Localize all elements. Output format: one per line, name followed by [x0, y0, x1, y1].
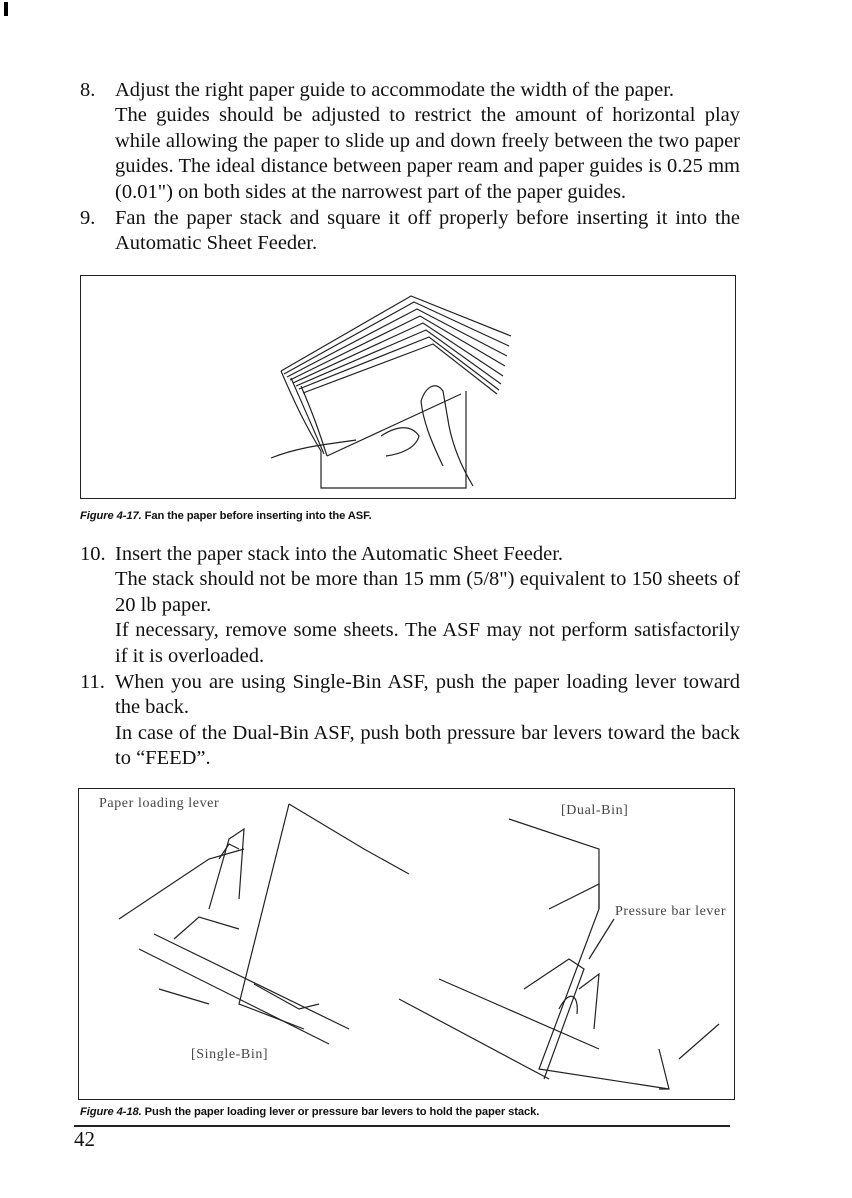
figure-4-17-caption: [80, 510, 372, 522]
step-number: 9.: [80, 207, 96, 229]
fanned-paper-illustration: [81, 276, 735, 498]
step-text: If necessary, remove some sheets. The ASF may not perform satisfactorily if it is overloaded.: [115, 619, 740, 667]
step-text: The guides should be adjusted to restrict the amount of horizontal play while allowing the paper to slide up and down freely between the two paper guides. The ideal distance between paper ream and paper guides is 0.25 mm (0.01") on both sides at the narrowest part of the paper guides.: [115, 104, 740, 203]
figure-caption-text: Push the paper loading lever or pressure bar levers to hold the paper stack.: [144, 1106, 540, 1118]
step-9: [80, 206, 740, 257]
step-10: [80, 542, 740, 669]
figure-4-18-caption: [80, 1106, 539, 1118]
single-bin-label: [Single-Bin]: [191, 1047, 269, 1062]
step-text: Fan the paper stack and square it off properly before inserting it into the Automatic Sheet Feeder.: [115, 207, 740, 255]
step-text: When you are using Single-Bin ASF, push the paper loading lever toward the back.: [115, 671, 740, 719]
figure-4-18: [78, 788, 735, 1100]
step-text: Insert the paper stack into the Automatic Sheet Feeder.: [115, 543, 564, 565]
pressure-bar-lever-label: Pressure bar lever: [615, 904, 727, 919]
scan-edge-mark: [4, 2, 8, 16]
dual-bin-label: [Dual-Bin]: [561, 803, 629, 818]
step-text: The stack should not be more than 15 mm (5/8") equivalent to 150 sheets of 20 lb paper.: [115, 568, 740, 616]
figure-number: Figure 4-17.: [80, 510, 142, 522]
step-number: 8.: [80, 79, 96, 101]
asf-lever-illustration: [79, 789, 734, 1099]
paper-loading-lever-label: Paper loading lever: [99, 796, 220, 811]
page-number: 42: [74, 1127, 95, 1151]
step-number: 10.: [80, 543, 106, 565]
step-8: [80, 78, 740, 205]
step-text: In case of the Dual-Bin ASF, push both pressure bar levers toward the back to “FEED”.: [115, 721, 740, 770]
figure-4-17: [80, 275, 736, 499]
footer-rule: [74, 1125, 730, 1127]
step-text: Adjust the right paper guide to accommodate the width of the paper.: [115, 79, 675, 101]
step-11: [80, 670, 740, 772]
figure-number: Figure 4-18.: [80, 1106, 142, 1118]
step-number: 11.: [80, 671, 105, 693]
figure-caption-text: Fan the paper before inserting into the ASF.: [144, 510, 372, 522]
